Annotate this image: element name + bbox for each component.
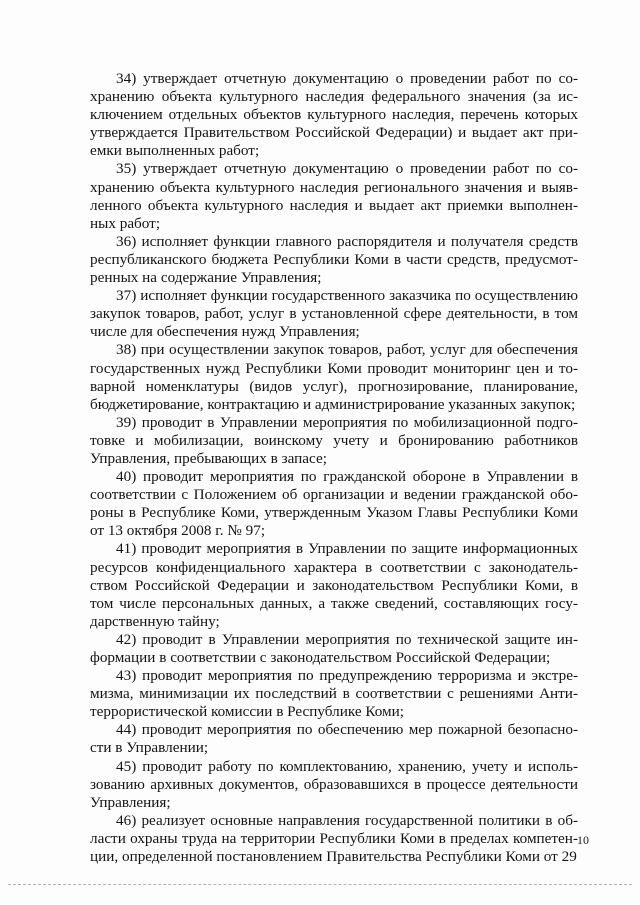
page-number: 10 (577, 833, 589, 847)
document-body (90, 70, 578, 866)
paragraph-item-36: 36) исполняет функции главного распорядителя и получателя средств республиканского бюджета Республики Коми в части средств, предусмотренных на содержание Управления; (90, 232, 578, 287)
paragraph-item-35: 35) утверждает отчетную документацию о проведении работ по сохранению объекта культурного наследия регионального значения и выявленного объекта культурного наследия и выдает акт приемки выполненных работ; (90, 160, 578, 232)
paragraph-item-46: 46) реализует основные направления государственной политики в области охраны труда на территории Республики Коми в пределах компетенции, определенной постановлением Правительства Республики Коми от 29 (90, 811, 578, 866)
paragraph-item-38: 38) при осуществлении закупок товаров, работ, услуг для обеспечения государственных нужд Республики Коми проводит мониторинг цен и товарной номенклатуры (видов услуг), прогнозирование, планирование, бюджетирование, контрактацию и администрирование указанных закупок; (90, 341, 578, 413)
paragraph-item-43: 43) проводит мероприятия по предупреждению терроризма и экстремизма, минимизации их последствий в соответствии с решениями Антитеррористической комиссии в Республике Коми; (90, 667, 578, 721)
paragraph-item-44: 44) проводит мероприятия по обеспечению мер пожарной безопасности в Управлении; (90, 721, 578, 757)
paragraph-item-34: 34) утверждает отчетную документацию о проведении работ по сохранению объекта культурного наследия федерального значения (за исключением отдельных объектов культурного наследия, перечень которых утверждается Правительством Российской Федерации) и выдает акт приемки выполненных работ; (90, 70, 578, 160)
paragraph-item-42: 42) проводит в Управлении мероприятия по технической защите информации в соответствии с законодательством Российской Федерации; (90, 630, 578, 666)
paragraph-item-37: 37) исполняет функции государственного заказчика по осуществлению закупок товаров, работ, услуг в установленной сфере деятельности, в том числе для обеспечения нужд Управления; (90, 287, 578, 341)
paragraph-item-40: 40) проводит мероприятия по гражданской обороне в Управлении в соответствии с Положением об организации и ведении гражданской обороны в Республике Коми, утвержденным Указом Главы Республики Коми от 13 октября 2008 г. № 97; (90, 468, 578, 540)
paragraph-item-41: 41) проводит мероприятия в Управлении по защите информационных ресурсов конфиденциального характера в соответствии с законодательством Российской Федерации и законодательством Республики Коми, в том числе персональных данных, а также сведений, составляющих государственную тайну; (90, 540, 578, 630)
scan-edge-divider (8, 884, 632, 885)
paragraph-item-45: 45) проводит работу по комплектованию, хранению, учету и использованию архивных документов, образовавшихся в процессе деятельности Управления; (90, 757, 578, 811)
paragraph-item-39: 39) проводит в Управлении мероприятия по мобилизационной подготовке и мобилизации, воинскому учету и бронированию работников Управления, пребывающих в запасе; (90, 413, 578, 467)
